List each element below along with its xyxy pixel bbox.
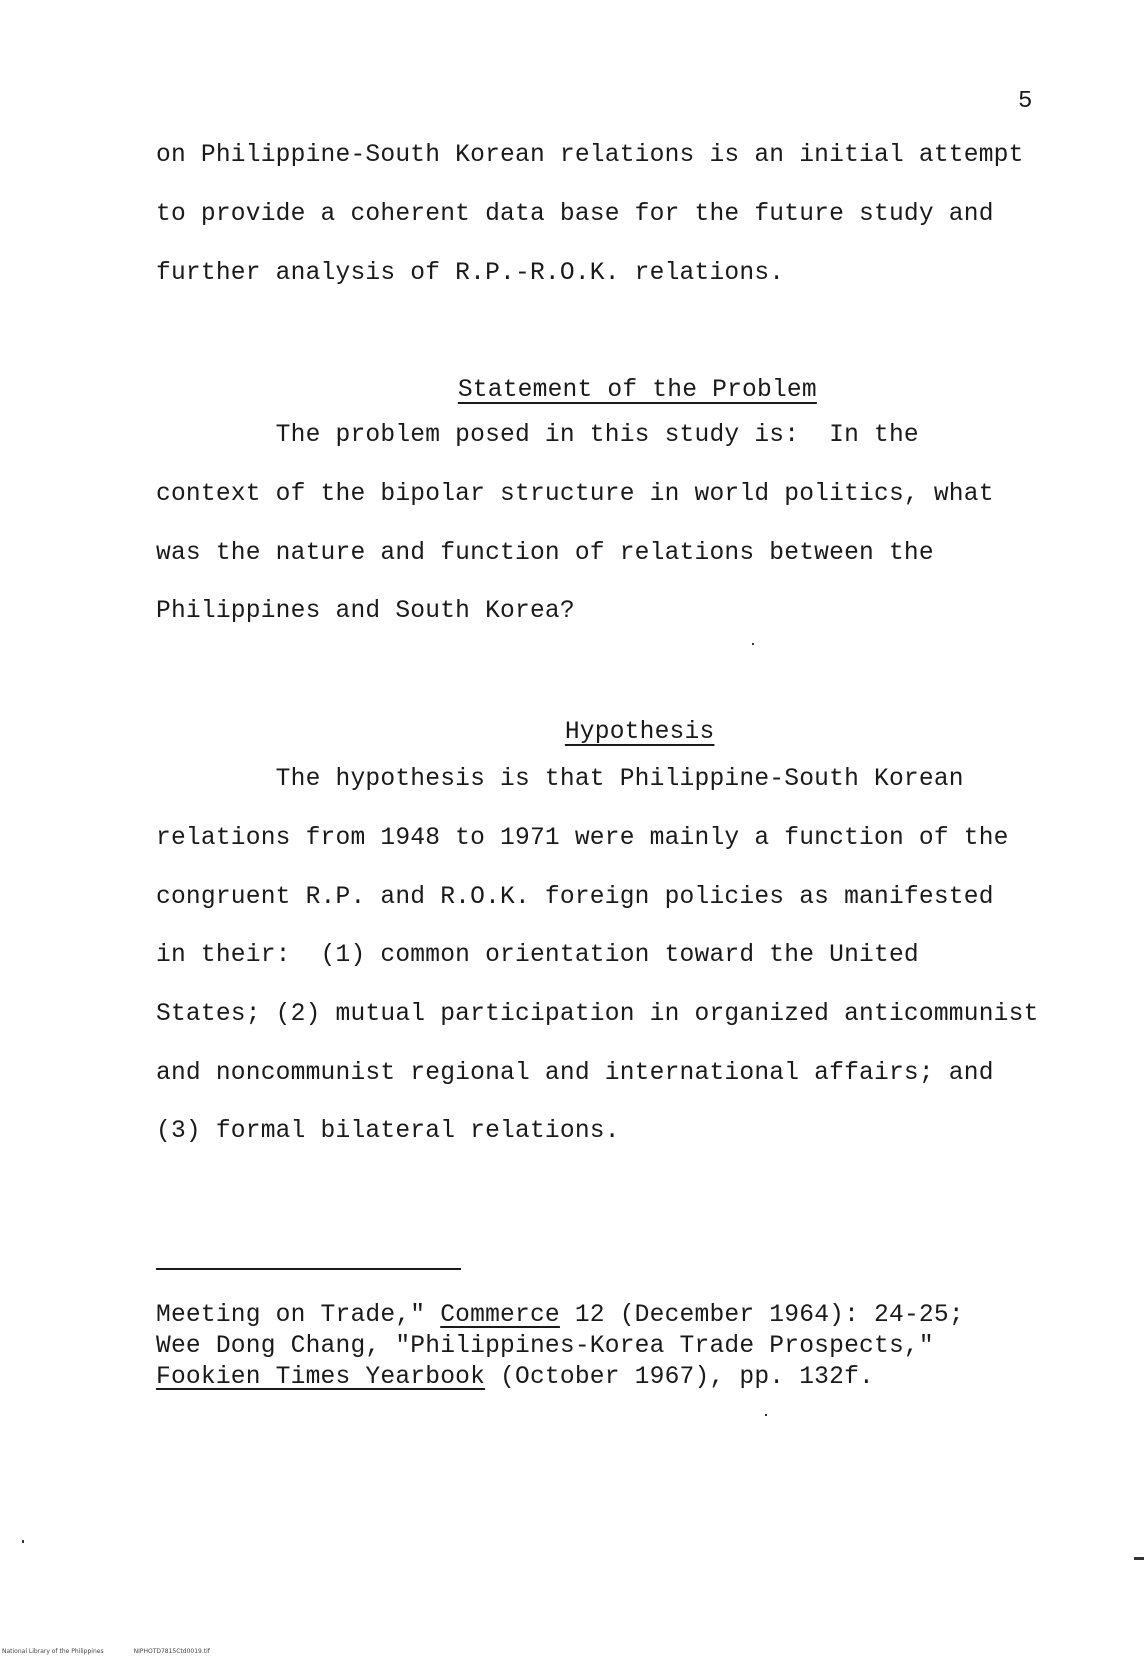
hypothesis-line-7: (3) formal bilateral relations.	[156, 1118, 620, 1145]
page-number: 5	[1018, 88, 1033, 115]
hypothesis-line-4: in their: (1) common orientation toward the United	[156, 942, 919, 969]
footer-library: National Library of the Philippines	[2, 1648, 104, 1655]
scan-speck	[752, 643, 754, 645]
footnote-line-3	[156, 1364, 874, 1391]
footnote-line-2: Wee Dong Chang, "Philippines-Korea Trade Prospects,"	[156, 1333, 934, 1360]
problem-line-2: context of the bipolar structure in world politics, what	[156, 481, 994, 508]
problem-line-1: The problem posed in this study is: In the	[156, 422, 919, 449]
footnote-title-fookien: Fookien Times Yearbook	[156, 1364, 486, 1391]
footnote-line-1	[156, 1302, 964, 1329]
intro-line-2: to provide a coherent data base for the future study and	[156, 201, 994, 228]
section-heading-problem	[398, 350, 817, 431]
footer-code: NIPHOTD7815Ctd0019.tif	[133, 1648, 210, 1655]
hypothesis-line-2: relations from 1948 to 1971 were mainly a function of the	[156, 825, 1009, 852]
hypothesis-line-1: The hypothesis is that Philippine-South Korean	[156, 766, 964, 793]
scan-speck	[1134, 1557, 1144, 1560]
footnote-title-commerce: Commerce	[440, 1302, 560, 1329]
problem-line-3: was the nature and function of relations between the	[156, 540, 934, 567]
footnote-line-1-b: 12 (December 1964): 24-25;	[559, 1302, 964, 1329]
footnote-line-1-a: Meeting on Trade,"	[156, 1302, 441, 1329]
footnote-line-3-b: (October 1967), pp. 132f.	[485, 1364, 875, 1391]
scan-speck	[765, 1414, 767, 1416]
intro-line-3: further analysis of R.P.-R.O.K. relations.	[156, 260, 785, 287]
problem-line-4: Philippines and South Korea?	[156, 598, 575, 625]
intro-line-1: on Philippine-South Korean relations is an initial attempt	[156, 142, 1024, 169]
hypothesis-line-3: congruent R.P. and R.O.K. foreign policies as manifested	[156, 884, 994, 911]
section-heading-problem-text: Statement of the Problem	[457, 377, 817, 404]
section-heading-hypothesis-text: Hypothesis	[564, 719, 715, 746]
section-heading-hypothesis	[505, 692, 714, 773]
scan-footer	[2, 1648, 210, 1655]
scan-speck	[22, 1540, 24, 1543]
hypothesis-line-5: States; (2) mutual participation in organized anticommunist	[156, 1001, 1039, 1028]
hypothesis-line-6: and noncommunist regional and international affairs; and	[156, 1060, 994, 1087]
footnote-rule	[156, 1268, 461, 1270]
